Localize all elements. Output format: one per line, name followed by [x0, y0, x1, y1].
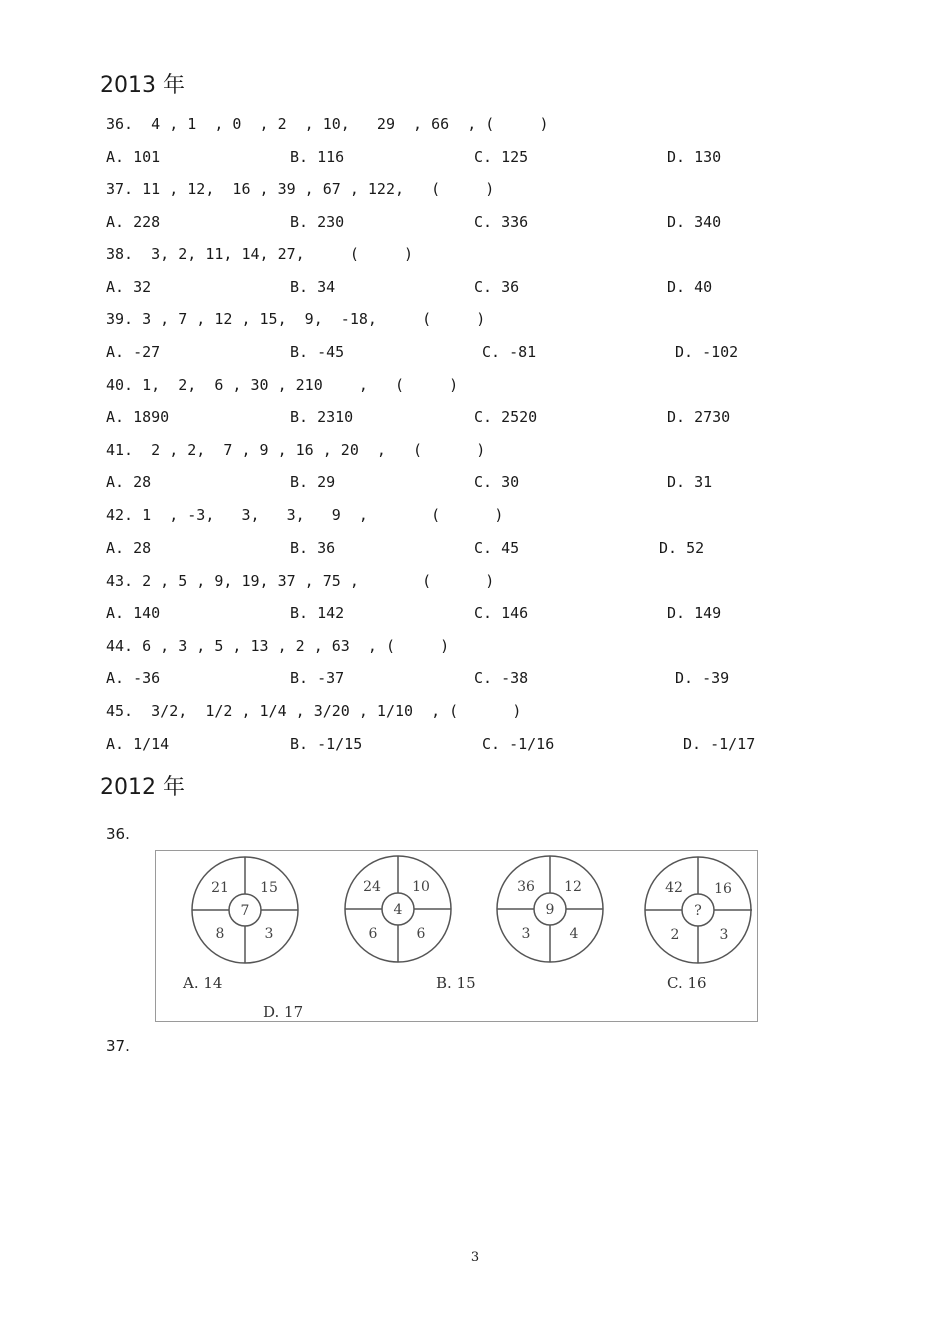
option-c: C. 336: [474, 213, 529, 231]
option-a: A. -36: [106, 669, 161, 687]
circle-bottom-left-value: 2: [670, 927, 680, 943]
option-d: D. 31: [667, 473, 713, 491]
question-stem: 37. 11 , 12, 16 , 39 , 67 , 122, ( ): [106, 180, 495, 198]
circle-top-right-value: 15: [260, 880, 278, 896]
option-c: C. 30: [474, 473, 520, 491]
question-stem: 41. 2 , 2, 7 , 9 , 16 , 20 , ( ): [106, 441, 486, 459]
circle-top-left-value: 42: [665, 880, 683, 896]
question-stem: 42. 1 , -3, 3, 3, 9 , ( ): [106, 506, 504, 524]
question-stem: 43. 2 , 5 , 9, 19, 37 , 75 , ( ): [106, 572, 495, 590]
figure-answer-b: B. 15: [436, 974, 476, 992]
option-c: C. 45: [474, 539, 520, 557]
figure-answer-c: C. 16: [667, 974, 707, 992]
circle-bottom-left-value: 8: [215, 926, 225, 942]
option-a: A. 32: [106, 278, 152, 296]
circle-top-right-value: 16: [714, 881, 732, 897]
option-b: B. -37: [290, 669, 345, 687]
option-b: B. 2310: [290, 408, 354, 426]
option-c: C. 36: [474, 278, 520, 296]
option-b: B. -1/15: [290, 735, 363, 753]
option-c: C. -1/16: [482, 735, 555, 753]
puzzle-figure: [155, 850, 758, 1022]
option-a: A. -27: [106, 343, 161, 361]
option-b: B. 36: [290, 539, 336, 557]
option-b: B. 116: [290, 148, 345, 166]
puzzle-circle: [497, 856, 603, 962]
figure-answer-a: A. 14: [183, 974, 223, 992]
option-a: A. 140: [106, 604, 161, 622]
option-a: A. 228: [106, 213, 161, 231]
puzzle-circle: [192, 857, 298, 963]
question-number: 36.: [106, 825, 130, 843]
section-heading-2013: 2013 年: [100, 73, 185, 98]
option-d: D. -39: [675, 669, 730, 687]
question-stem: 40. 1, 2, 6 , 30 , 210 , ( ): [106, 376, 459, 394]
option-b: B. -45: [290, 343, 345, 361]
circle-center-value: 4: [393, 902, 403, 918]
circle-top-right-value: 12: [564, 879, 582, 895]
option-d: D. 340: [667, 213, 722, 231]
question-stem: 44. 6 , 3 , 5 , 13 , 2 , 63 , ( ): [106, 637, 450, 655]
option-d: D. 130: [667, 148, 722, 166]
option-a: A. 101: [106, 148, 161, 166]
option-c: C. 2520: [474, 408, 538, 426]
option-c: C. -81: [482, 343, 537, 361]
circle-center-value: 9: [545, 902, 555, 918]
option-b: B. 29: [290, 473, 336, 491]
option-d: D. -1/17: [683, 735, 756, 753]
option-d: D. 2730: [667, 408, 731, 426]
question-stem: 36. 4 , 1 , 0 , 2 , 10, 29 , 66 , ( ): [106, 115, 549, 133]
puzzle-circle: [345, 856, 451, 962]
circle-center-value: ?: [694, 903, 702, 919]
circle-center-value: 7: [240, 903, 250, 919]
circle-bottom-left-value: 3: [521, 926, 531, 942]
option-b: B. 230: [290, 213, 345, 231]
circle-bottom-right-value: 4: [569, 926, 579, 942]
option-d: D. 52: [659, 539, 705, 557]
option-d: D. 149: [667, 604, 722, 622]
circle-bottom-right-value: 3: [719, 927, 729, 943]
puzzle-figure-svg: [156, 851, 757, 1021]
circle-bottom-right-value: 6: [416, 926, 426, 942]
puzzle-circle: [645, 857, 752, 963]
option-d: D. 40: [667, 278, 713, 296]
question-number: 37.: [106, 1037, 130, 1055]
option-a: A. 1/14: [106, 735, 170, 753]
circle-top-left-value: 24: [363, 879, 381, 895]
circle-top-left-value: 21: [211, 880, 229, 896]
option-c: C. -38: [474, 669, 529, 687]
question-stem: 38. 3, 2, 11, 14, 27, ( ): [106, 245, 414, 263]
option-b: B. 34: [290, 278, 336, 296]
option-a: A. 28: [106, 473, 152, 491]
option-a: A. 1890: [106, 408, 170, 426]
circle-bottom-right-value: 3: [264, 926, 274, 942]
option-a: A. 28: [106, 539, 152, 557]
page-number: 3: [470, 1250, 480, 1265]
option-c: C. 146: [474, 604, 529, 622]
circle-bottom-left-value: 6: [368, 926, 378, 942]
question-stem: 39. 3 , 7 , 12 , 15, 9, -18, ( ): [106, 310, 486, 328]
option-c: C. 125: [474, 148, 529, 166]
option-d: D. -102: [675, 343, 739, 361]
option-b: B. 142: [290, 604, 345, 622]
question-stem: 45. 3/2, 1/2 , 1/4 , 3/20 , 1/10 , ( ): [106, 702, 522, 720]
section-heading-2012: 2012 年: [100, 775, 185, 800]
circle-top-right-value: 10: [412, 879, 430, 895]
figure-answer-d: D. 17: [263, 1003, 304, 1021]
circle-top-left-value: 36: [517, 879, 535, 895]
